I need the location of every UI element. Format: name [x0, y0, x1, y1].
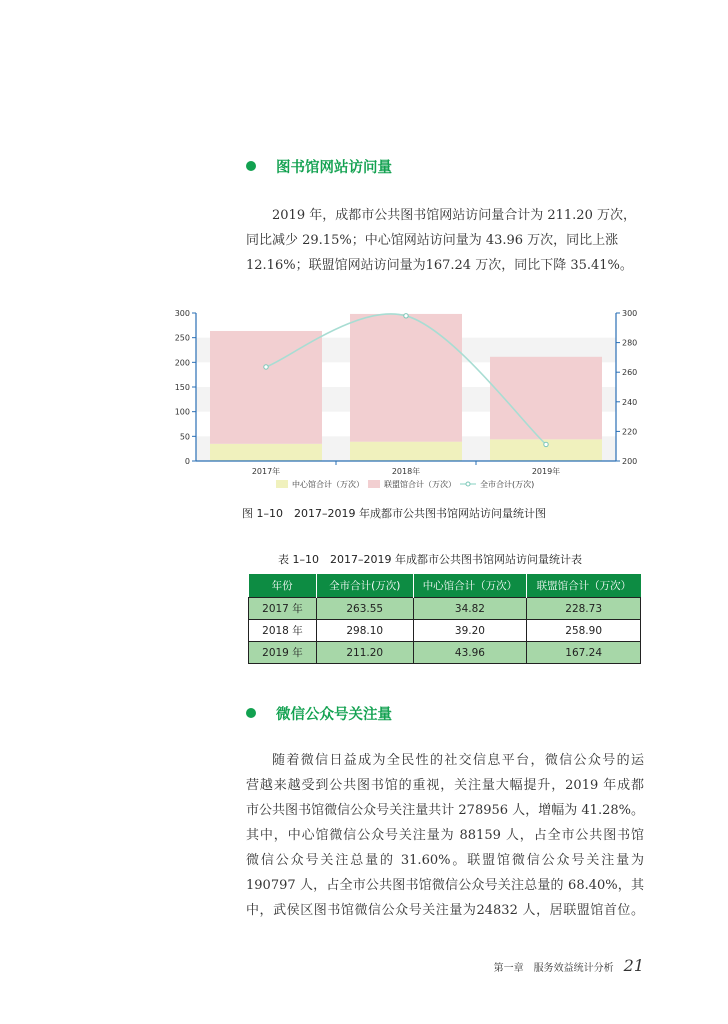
website-visits-chart	[166, 303, 646, 495]
chapter-title: 第一章 服务效益统计分析	[493, 963, 614, 974]
page-footer	[494, 956, 644, 975]
paragraph-line: 营越来越受到公共图书馆的重视，关注量大幅提升，2019 年成都	[246, 778, 644, 793]
bar-segment	[350, 442, 462, 461]
section-title: 图书馆网站访问量	[276, 159, 392, 176]
website-visits-paragraph	[246, 203, 644, 278]
section-heading-website-visits	[246, 154, 392, 178]
y-left-tick-label: 0	[184, 457, 190, 466]
total-series-point	[544, 442, 548, 446]
y-left-tick-label: 300	[174, 309, 190, 318]
y-left-tick-label: 150	[174, 383, 190, 392]
bar-segment	[210, 444, 322, 461]
y-left-tick-label: 100	[174, 407, 190, 417]
table-cell: 228.73	[527, 598, 641, 620]
table-header-cell: 中心馆合计（万次）	[413, 574, 527, 598]
bar-segment	[210, 331, 322, 444]
legend-label: 中心馆合计（万次）	[292, 480, 364, 489]
table-cell: 34.82	[413, 598, 527, 620]
legend-swatch	[368, 480, 380, 488]
section-title: 微信公众号关注量	[276, 706, 392, 723]
paragraph-line: 市公共图书馆微信公众号关注量共计 278956 人，增幅为 41.28%。	[246, 803, 644, 818]
table-cell: 258.90	[527, 620, 641, 642]
table-cell: 2019 年	[249, 642, 317, 664]
y-right-tick-label: 280	[622, 338, 638, 348]
paragraph-line: 随着微信日益成为全民性的社交信息平台，微信公众号的运	[272, 753, 644, 768]
section-bullet-icon	[246, 708, 256, 718]
paragraph-line: 12.16%；联盟馆网站访问量为167.24 万次，同比下降 35.41%。	[246, 258, 633, 273]
x-tick-label: 2017年	[251, 467, 281, 476]
bar-segment	[350, 314, 462, 442]
legend-swatch-point	[466, 482, 470, 486]
paragraph-line: 同比减少 29.15%；中心馆网站访问量为 43.96 万次，同比上涨	[246, 233, 619, 248]
wechat-followers-paragraph	[246, 748, 644, 923]
website-visits-table	[248, 574, 641, 664]
table-header-cell: 年份	[249, 574, 317, 598]
section-bullet-icon	[246, 161, 256, 171]
table-cell: 2017 年	[249, 598, 317, 620]
x-tick-label: 2018年	[391, 467, 421, 476]
total-series-point	[404, 314, 408, 318]
table-header-cell: 全市合计(万次)	[316, 574, 413, 598]
figure-caption: 图 1–10 2017–2019 年成都市公共图书馆网站访问量统计图	[242, 507, 546, 520]
paragraph-line: 中，武侯区图书馆微信公众号关注量为24832 人，居联盟馆首位。	[246, 903, 644, 918]
paragraph-line: 其中，中心馆微信公众号关注量为 88159 人，占全市公共图书馆	[246, 828, 644, 843]
table-header-row	[249, 574, 641, 598]
table-cell: 2018 年	[249, 620, 317, 642]
page-number: 21	[623, 956, 644, 975]
legend-label: 全市合计(万次)	[480, 480, 535, 489]
y-right-tick-label: 220	[622, 427, 638, 437]
table-cell: 298.10	[316, 620, 413, 642]
table-cell: 211.20	[316, 642, 413, 664]
y-left-tick-label: 50	[179, 432, 190, 442]
y-left-tick-label: 250	[174, 333, 190, 343]
total-series-point	[264, 365, 268, 369]
paragraph-line: 2019 年，成都市公共图书馆网站访问量合计为 211.20 万次，	[272, 208, 636, 223]
table-cell: 263.55	[316, 598, 413, 620]
y-right-tick-label: 260	[622, 368, 638, 378]
paragraph-line: 190797 人，占全市公共图书馆微信公众号关注总量的 68.40%，其	[246, 878, 644, 893]
bar-segment	[490, 357, 602, 440]
legend-label: 联盟馆合计（万次）	[384, 480, 456, 489]
section-heading-wechat-followers	[246, 701, 392, 725]
legend-swatch	[276, 480, 288, 488]
table-caption: 表 1–10 2017–2019 年成都市公共图书馆网站访问量统计表	[278, 553, 582, 566]
table-row	[249, 620, 641, 642]
y-right-tick-label: 200	[622, 457, 638, 466]
table-row	[249, 598, 641, 620]
table-cell: 43.96	[413, 642, 527, 664]
y-right-tick-label: 300	[622, 309, 638, 318]
y-left-tick-label: 200	[174, 358, 190, 368]
paragraph-line: 微信公众号关注总量的 31.60%。联盟馆微信公众号关注量为	[246, 853, 644, 868]
table-cell: 39.20	[413, 620, 527, 642]
table-row	[249, 642, 641, 664]
table-header-cell: 联盟馆合计（万次）	[527, 574, 641, 598]
table-cell: 167.24	[527, 642, 641, 664]
y-right-tick-label: 240	[622, 397, 638, 407]
x-tick-label: 2019年	[531, 467, 561, 476]
